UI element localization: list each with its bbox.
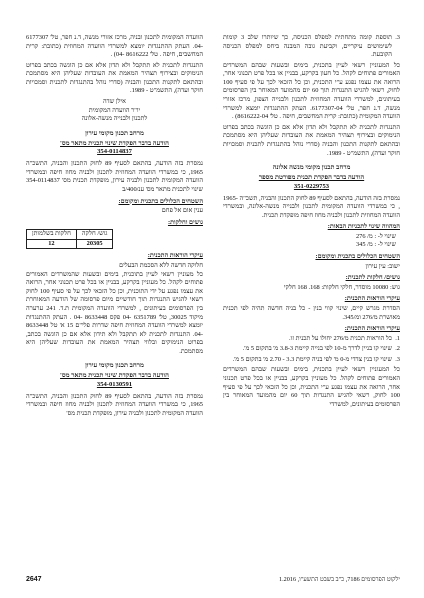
signature-block: [26, 98, 203, 124]
notice1-item-3: [223, 34, 400, 60]
notice3-heading: מרחב תכנון מקומי עירון: [85, 129, 144, 137]
parcels-header-row: [27, 230, 113, 240]
notice2-goals-text: הסדרת מגרש קיים, שינוי קווי בנין - כל בניה חדשה תהיה לפי תכנית מאושרת מ/276 ומ/345.: [223, 304, 400, 321]
notice4-plan-number: 354-0130591: [96, 381, 133, 389]
parcels-table: [26, 229, 113, 249]
right-column: [223, 34, 400, 550]
notice3-goals-text: חלוקה חדשה ללא הסכמת הבעלים: [119, 262, 203, 270]
notice3-areas-text: ענין אום אל פחם: [161, 207, 203, 215]
notice2-provision: [223, 335, 400, 344]
notice3-goals-heading: עיקרי הוראות התכנית:: [147, 252, 203, 260]
notice3-plan-number: 354-0114837: [97, 148, 132, 156]
notice1-info-paragraph: כל המעוניין רשאי לעיין בתכנית, בימים ובשעות שבהם המשרדים האמורים פתוחים לקהל. כל חעון בקרקע, בבניין או בכל פרט תכנוני אחר, הרואה את עצמו נפגע ע"י התכנית, וכן כל הזכאי לכך על פי סעיף 100 לחוק, רשאי להגיש התנגדות תוך 60 יום מהמועד המאוחר בין הפרסומים בעיתונים, למשרדי הוועדה המחוזית לתכנון ולבנייה הצפון, מרכז אזורי מנשה, ד.נ חפר, טל' 6177307-04. העתק ההתנגדות יומצא למשרדי הוועדה המקומית (כתובת: קרית המחשבים, חיפה . טל' 8616222-04) .: [223, 61, 400, 121]
notice2-body: נמסרת בזה הודעה, בהתאם לסעיף 89 לחוק התכנון והבניה, תשכ"ה -1965 , כי במשרדי הוועדה המקומית לתכנון ולבנייה מנשה-אלונה, ובמשרדי הוועדה המחוזית לתכנון ולבניה מחוז חיפה מופקדת תכנית.: [223, 194, 400, 219]
provision-number: 2.: [395, 345, 400, 353]
notice2-provision: [223, 356, 400, 365]
notice2-provisions-heading: עיקרי הוראות התכנית:: [344, 325, 400, 333]
publication-line: ילקוט הפרסומים 7186, כ"ב בשבט התשע"ו, 1.2016: [279, 575, 400, 583]
notice2-subheading: הודעה בדבר הפקדת תכנית מפורטת מספר: [258, 173, 365, 181]
notice3-areas-heading: השטחים הכלולים בתכנית ומקומם:: [118, 197, 203, 205]
linked-plan-item: שינוי ל- : מ/ 345: [355, 241, 396, 249]
provision-number: 3.: [395, 355, 400, 363]
notice2-objection-paragraph: התנגדות לתכנית לא תתקבל ולא תדון אלא אם כן הוגשה בכתב בפרוט הנימוקים ובצירוף תצהיר המאמת את העובדות שעליהן היא מסתמכת ובהתאם לתקנות התכנון והבניה (סדרי נוהל בהתנגדות לתכנית וסמכויות חוקר ועדה), התשמ"ט - 1989.: [26, 61, 203, 95]
notice2-parcels-heading: גושים/ חלקות לתכנית:: [345, 274, 400, 282]
notice1-objection-paragraph: התנגדות לתכנית לא תתקבל ולא תדון אלא אם כן הוגשה בכתב בפרוט הנימוקים ובצירוף תצהיר המאמת את העובדות שעליהן היא מסתמכת ובהתאם לתקנות התכנון והבניה (סדרי נוהל בהתנגדות לתכנית וסמכויות חוקר ועדה), התשמ"ט - 1989.: [223, 123, 400, 157]
notice2-linked-heading: המהווה שינוי לתכניות הבאות:: [327, 223, 400, 231]
notice2-goals-heading: עיקרי הוראות התכנית:: [344, 295, 400, 303]
notice2-areas-text: ישוב: עין עירון: [365, 262, 400, 270]
signatory-role: יו"ר הוועדה המקומית: [88, 106, 141, 114]
notice2-provision: [223, 345, 400, 354]
notice3-body: נמסרת בזה הודעה, בהתאם לסעיף 89 לחוק התכנון והבניה, התשכ"ה 1965, כי במשרדי הוועדה המחוזית לתכנון ולבניה מחוז חיפה ובמשרדי הוועדה המקומית לתכנון ולבניה עירון, מופקדת תכנית מס' 354-0114837 שינוי לתכנית מתאר מס' ענ/400/ב: [26, 160, 203, 193]
provision-number: 1.: [395, 334, 400, 342]
page-number: 2647: [26, 575, 42, 583]
provision-text: שינוי קו בנין צדדי מ-0 מ' לפי בניה קיימת 3.3 - 2.70 מ' בתקום 5 מ'.: [232, 355, 392, 363]
notice2-areas-heading: השטחים הכלולים בתכנית ומקומם:: [315, 253, 400, 261]
parcels-value-cell: 12: [27, 239, 77, 249]
notice2-heading: מרחב תכנון מקומי מנשה אלונה: [272, 164, 351, 172]
parcels-value-row: [27, 239, 113, 249]
notice2-continuation: הוועדה המקומית לתכנון ובניה, מרכז אזורי מנשה, ד.נ חפר, טל' 6177307 -04. העתק ההתנגדות יומצא למשרדי הוועדה המחוזית (כתובת: קרית המחשבים, חיפה . טל' 8616222 -04) .: [26, 34, 203, 59]
provision-text: שינוי קו בניין לדרך מ-10 לפי בנייה קיימת 3.8-3 מ' בתקום 5 מ'.: [242, 345, 392, 353]
notice2-parcels-text: גוש: 10080 מוסדר, חלקי חלקות: 168. 168 חלקי: [283, 283, 400, 291]
notice3-closing-paragraph: כל מעוניין רשאי לעיין בתוכנית, בימים ובשעות שהמשרדים האמורים פתוחים לקהל. כל מעוניין בקרקע, בבניין או בכל פרט תכנוני אחר, הרואה את עצמו נפגע על ידי התוכנית, וכן כל הזכאי לכך על פי סעיף 100 לחוק רשאי להגיש התנגדות תוך חודשיים מיום פרסומה של הודעה המאוחרת בין הפרסומים בעיתונים , למשרדי הוועדה המקומית ת.ד. 241 ערערה מיקוד 30025, טל' 6351789 -04 פקס 8633448 -04 . העתק ההתנגדות יומצא למשרדי הוועדה המחוזית חיפה שדרות פלי"ם 15 א' טל 8633448 -04. התנגדות לתכנית לא תתקבל ולא תידון אלא אם כן הוגשה בכתב, בפרוט הנימוקים ובלווי תצהיר המאמת את העובדות שעליהן היא מסתמכת.: [26, 270, 203, 355]
notice3-subheading: הודעה בדבר הפקדת שינוי תכנית מתאר מס': [60, 139, 169, 147]
signatory-name: אילן שדה: [102, 98, 126, 106]
page-footer: [26, 574, 400, 584]
item-number: 3.: [395, 34, 400, 41]
provision-text: כל הוראות תכנית מ/276 יחולו על תכנית זו.: [289, 334, 392, 342]
left-column: [26, 34, 203, 550]
parcels-value-cell: 20305: [76, 239, 113, 249]
notice2-plan-number: 351-0229753: [293, 182, 330, 190]
parcels-header-cell: חלקות בשלמותן: [27, 230, 77, 240]
notice4-body: נמסרת בזה הודעה, בהתאם לסעיף 89 לחוק התכנון והבניה, התשכ"ה 1965, כי במשרדי הוועדה המחוזית לתכנון ולבניה מחוז חיפה ובמשרדי הוועדה המקומית לתכנון ולבניה עירון, מופקדת תכנית מס': [26, 392, 203, 418]
notice2-closing-paragraph: כל המעוניין רשאי לעיין בתכנית, בימים ובשעות שבהם המשרדים האמורים פתוחים לקהל. כל מעוניין בקרקע, בבניין או בכל פרט תכנוני אחר, הרואה את עצמו נפגע ע"י התכנית, וכן כל הזכאי לכך על פי סעיף 100 לחוק, רשאי להגיש התנגדות תוך 60 יום מהמועד המאוחר בין הפרסומים בעיתונים, למשרדי: [223, 366, 400, 408]
item-text: תוספת קומה מתחתית למפלס הכניסה, כך שיותרו שלב 3 קומות לשימושים עיקריים, וקביעת גובה המבנה ביחס למפלס הכניסה הקובעת.: [223, 34, 392, 59]
parcels-header-cell: גוש/ חלקה: [76, 230, 113, 240]
notice4-heading: מרחב תכנון מקומי עירון: [85, 362, 144, 370]
notice3-parcels-heading: גושים וחלקות:: [167, 218, 203, 226]
linked-plan-item: שינוי ל- : מ/ 276: [355, 232, 396, 240]
notice4-subheading: הודעה בדבר הפקדת שינוי תכנית מתאר מס': [60, 372, 169, 380]
notice2-linked-plans: [223, 233, 400, 250]
signatory-committee: לתכנון ולבנייה מנשה-אלונה: [81, 115, 148, 123]
